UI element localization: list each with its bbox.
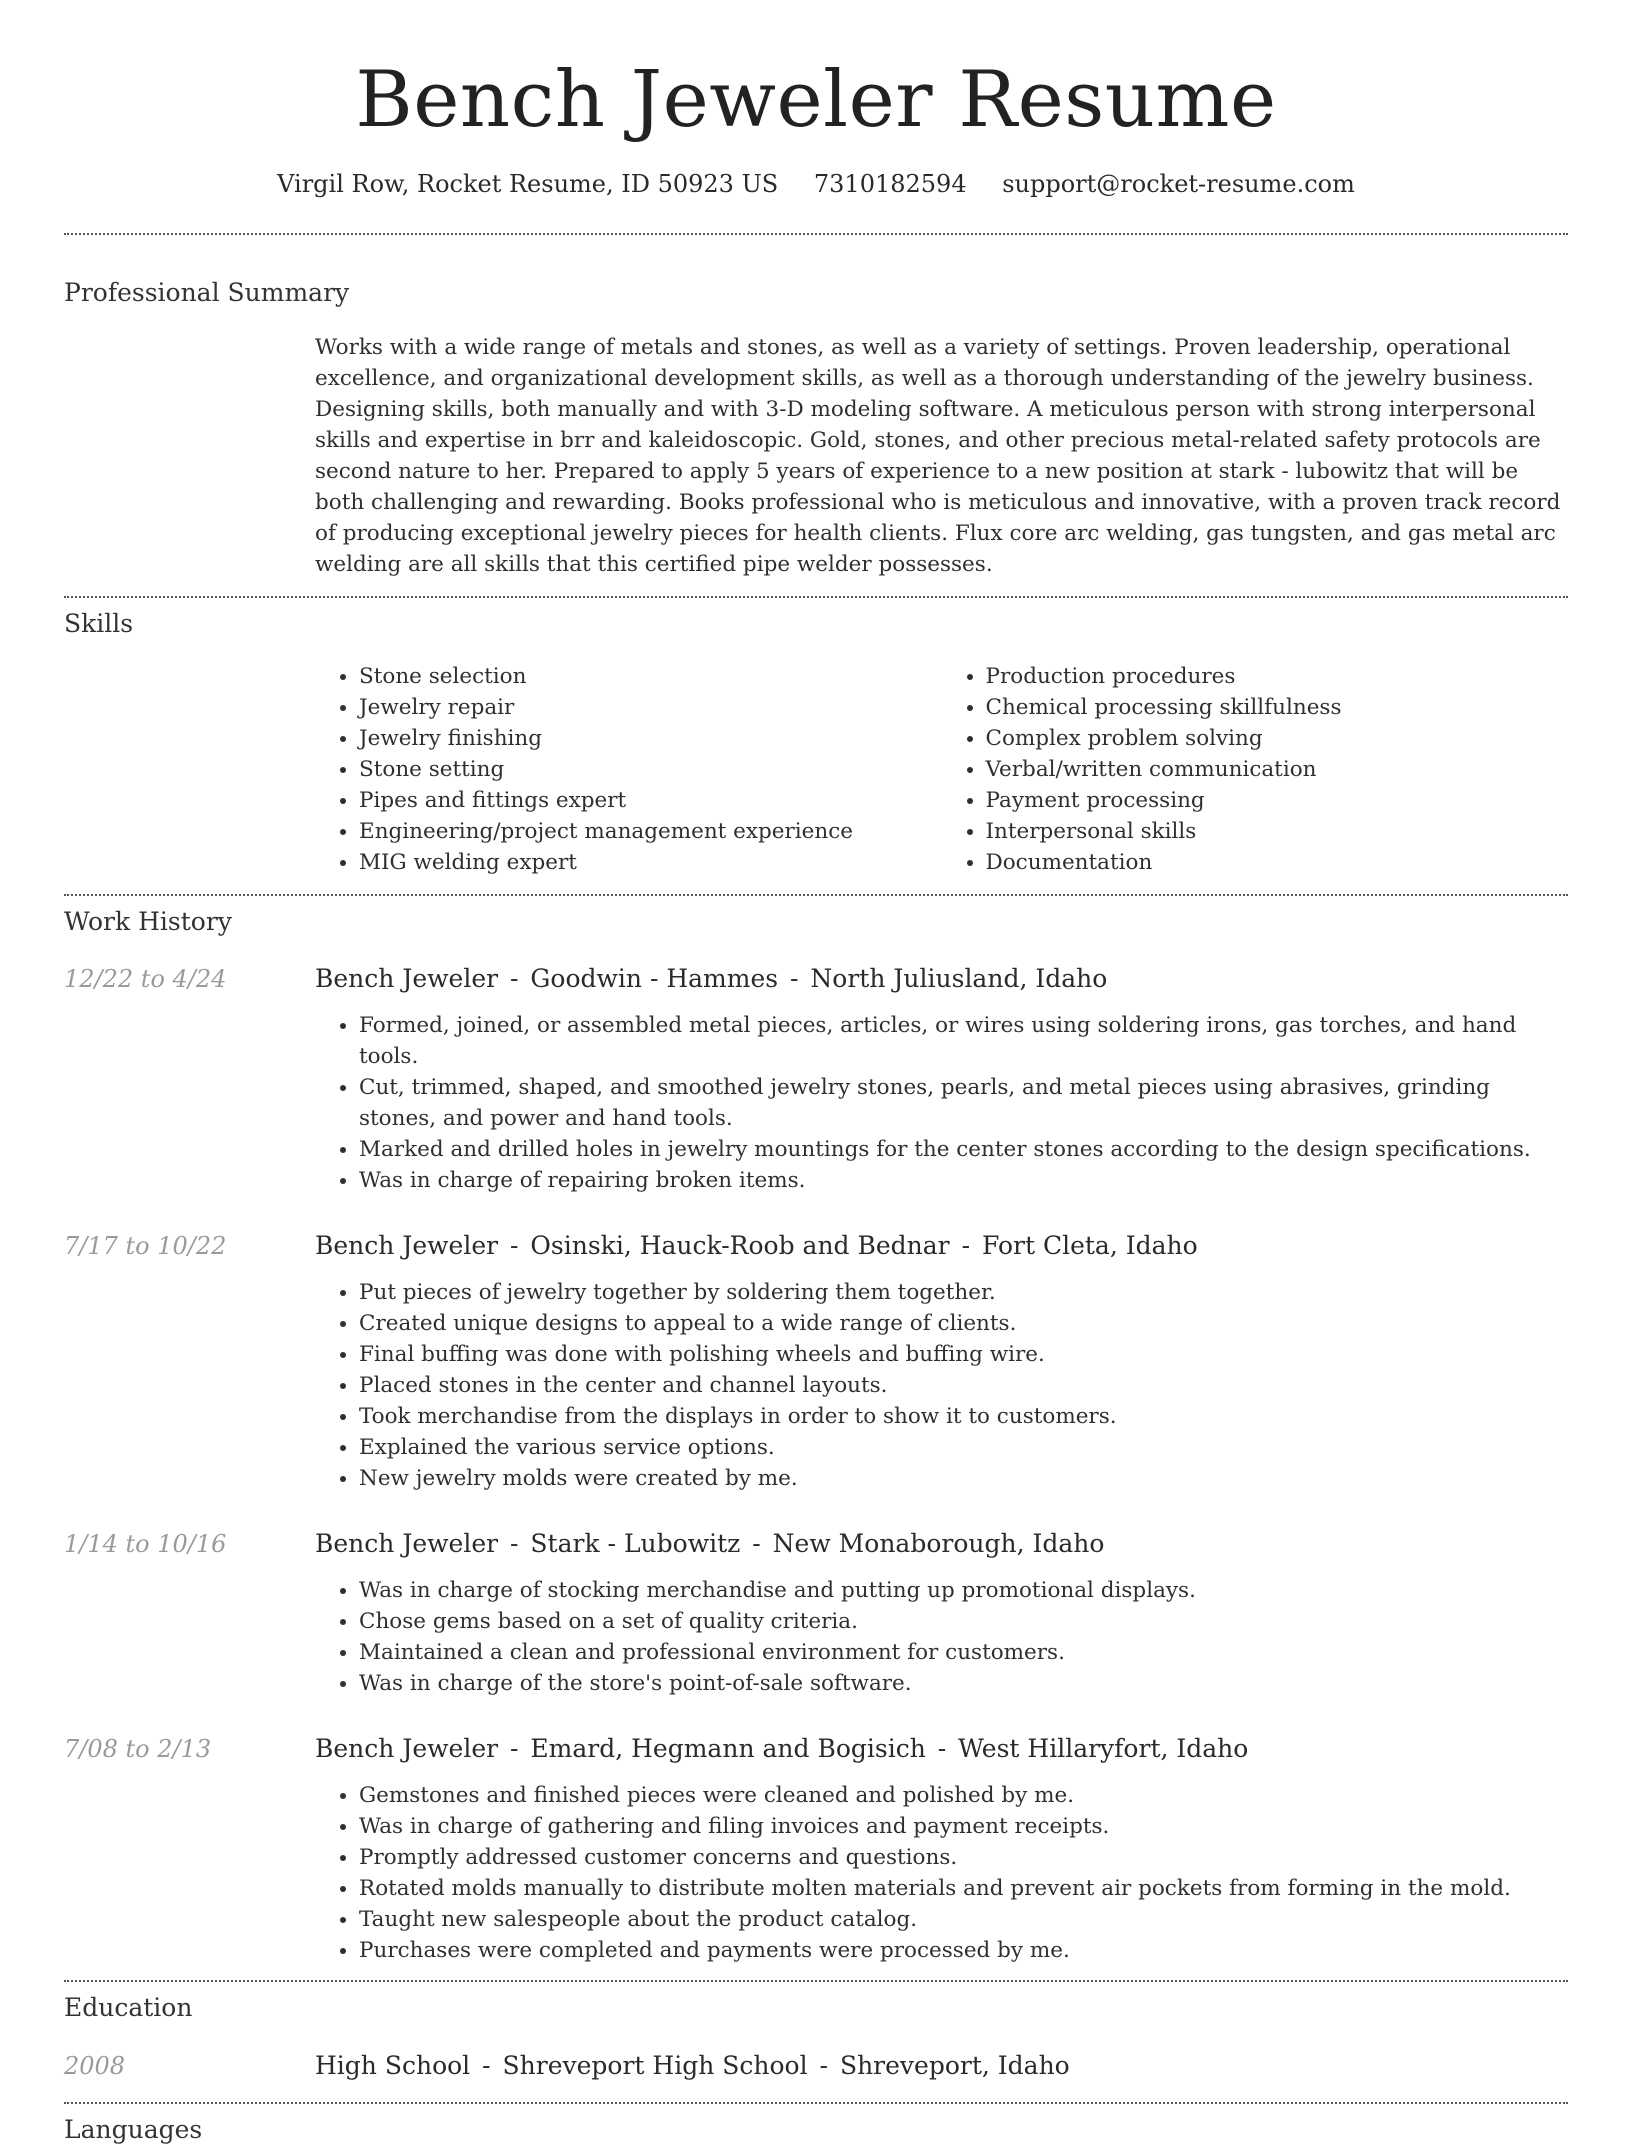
skill-item: • Verbal/written communication xyxy=(986,754,1569,785)
divider xyxy=(64,1980,1568,1982)
job-bullet: • Taught new salespeople about the product catalog. xyxy=(359,1904,1568,1935)
skill-item: • Jewelry repair xyxy=(359,692,942,723)
job-bullet: • Put pieces of jewelry together by soldering them together. xyxy=(359,1277,1568,1308)
job-company: Stark - Lubowitz xyxy=(530,1529,741,1558)
job-bullets xyxy=(315,1010,1568,1196)
job-title: Bench Jeweler xyxy=(315,1231,499,1260)
job-entry xyxy=(64,1228,1568,1494)
job-bullets xyxy=(315,1575,1568,1699)
job-title: Bench Jeweler xyxy=(315,1529,499,1558)
skill-item: • Documentation xyxy=(986,847,1569,878)
job-entry xyxy=(64,1731,1568,1966)
job-bullet: • Was in charge of repairing broken items. xyxy=(359,1165,1568,1196)
job-dates: 7/08 to 2/13 xyxy=(64,1735,212,1763)
job-entry xyxy=(64,961,1568,1196)
contact-email: support@rocket-resume.com xyxy=(1002,170,1355,198)
job-company: Goodwin - Hammes xyxy=(530,964,779,993)
work-section xyxy=(64,904,1568,1966)
job-heading: Bench Jeweler - Osinski, Hauck-Roob and Bednar - Fort Cleta, Idaho xyxy=(315,1231,1198,1260)
job-bullet: • Cut, trimmed, shaped, and smoothed jewelry stones, pearls, and metal pieces using abrasives, grinding stones, and power and hand tools. xyxy=(359,1072,1568,1134)
languages-section xyxy=(64,2112,1568,2148)
summary-text: Works with a wide range of metals and stones, as well as a variety of settings. Proven leadership, operational excellence, and organizational development skills, as well as a thorough understanding of the jewelry business. Designing skills, both manually and with 3-D modeling software. A meticulous person with strong interpersonal skills and expertise in brr and kaleidoscopic. Gold, stones, and other precious metal-related safety protocols are second nature to her. Prepared to apply 5 years of experience to a new position at stark - lubowitz that will be both challenging and rewarding. Books professional who is meticulous and innovative, with a proven track record of producing exceptional jewelry pieces for health clients. Flux core arc welding, gas tungsten, and gas metal arc welding are all skills that this certified pipe welder possesses. xyxy=(315,335,1561,577)
section-title-work: Work History xyxy=(64,907,232,936)
skill-item: • Stone setting xyxy=(359,754,942,785)
job-bullet: • Created unique designs to appeal to a wide range of clients. xyxy=(359,1308,1568,1339)
job-location: West Hillaryfort, Idaho xyxy=(958,1734,1249,1763)
education-degree: High School xyxy=(315,2051,471,2080)
job-entry xyxy=(64,1526,1568,1699)
contact-address: Virgil Row, Rocket Resume, ID 50923 US xyxy=(277,170,779,198)
skill-item: • Complex problem solving xyxy=(986,723,1569,754)
education-school: Shreveport High School xyxy=(502,2051,808,2080)
skill-item: • Production procedures xyxy=(986,661,1569,692)
divider xyxy=(64,596,1568,598)
skill-item: • MIG welding expert xyxy=(359,847,942,878)
contact-phone: 7310182594 xyxy=(813,170,967,198)
job-bullet: • Chose gems based on a set of quality criteria. xyxy=(359,1606,1568,1637)
skills-list-right xyxy=(942,661,1569,878)
job-bullet: • Placed stones in the center and channel layouts. xyxy=(359,1370,1568,1401)
resume-page xyxy=(64,0,1568,2148)
resume-title: Bench Jeweler Resume xyxy=(355,55,1277,145)
skill-item: • Chemical processing skillfulness xyxy=(986,692,1569,723)
section-title-summary: Professional Summary xyxy=(64,278,350,307)
job-bullet: • Marked and drilled holes in jewelry mountings for the center stones according to the design specifications. xyxy=(359,1134,1568,1165)
job-company: Emard, Hegmann and Bogisich xyxy=(530,1734,926,1763)
job-bullet: • Gemstones and finished pieces were cleaned and polished by me. xyxy=(359,1780,1568,1811)
education-section xyxy=(64,1990,1568,2084)
contact-line xyxy=(64,168,1568,200)
job-dates: 1/14 to 10/16 xyxy=(64,1530,227,1558)
job-bullet: • Formed, joined, or assembled metal pieces, articles, or wires using soldering irons, gas torches, and hand tools. xyxy=(359,1010,1568,1072)
job-title: Bench Jeweler xyxy=(315,964,499,993)
skill-item: • Pipes and fittings expert xyxy=(359,785,942,816)
job-bullet: • Was in charge of the store's point-of-sale software. xyxy=(359,1668,1568,1699)
skill-item: • Payment processing xyxy=(986,785,1569,816)
job-bullets xyxy=(315,1780,1568,1966)
skill-item: • Interpersonal skills xyxy=(986,816,1569,847)
job-bullet: • Was in charge of gathering and filing invoices and payment receipts. xyxy=(359,1811,1568,1842)
job-heading: Bench Jeweler - Emard, Hegmann and Bogisich - West Hillaryfort, Idaho xyxy=(315,1734,1249,1763)
job-bullet: • Promptly addressed customer concerns and questions. xyxy=(359,1842,1568,1873)
skills-section xyxy=(64,606,1568,878)
job-bullet: • New jewelry molds were created by me. xyxy=(359,1463,1568,1494)
job-location: Fort Cleta, Idaho xyxy=(981,1231,1198,1260)
job-location: New Monaborough, Idaho xyxy=(772,1529,1105,1558)
job-bullet: • Was in charge of stocking merchandise and putting up promotional displays. xyxy=(359,1575,1568,1606)
section-title-education: Education xyxy=(64,1993,193,2022)
summary-section xyxy=(64,275,1568,580)
education-entry xyxy=(64,2048,1568,2084)
job-bullet: • Rotated molds manually to distribute molten materials and prevent air pockets from forming in the mold. xyxy=(359,1873,1568,1904)
education-heading: High School - Shreveport High School - Shreveport, Idaho xyxy=(315,2051,1070,2080)
job-bullet: • Final buffing was done with polishing wheels and buffing wire. xyxy=(359,1339,1568,1370)
job-dates: 12/22 to 4/24 xyxy=(64,965,227,993)
divider xyxy=(64,233,1568,235)
divider xyxy=(64,894,1568,896)
section-title-languages: Languages xyxy=(64,2115,203,2144)
job-heading: Bench Jeweler - Stark - Lubowitz - New Monaborough, Idaho xyxy=(315,1529,1105,1558)
job-heading: Bench Jeweler - Goodwin - Hammes - North Juliusland, Idaho xyxy=(315,964,1108,993)
job-bullet: • Explained the various service options. xyxy=(359,1432,1568,1463)
job-dates: 7/17 to 10/22 xyxy=(64,1232,227,1260)
skills-list-left xyxy=(315,661,942,878)
job-title: Bench Jeweler xyxy=(315,1734,499,1763)
job-bullet: • Purchases were completed and payments were processed by me. xyxy=(359,1935,1568,1966)
job-bullet: • Maintained a clean and professional environment for customers. xyxy=(359,1637,1568,1668)
skill-item: • Stone selection xyxy=(359,661,942,692)
job-location: North Juliusland, Idaho xyxy=(810,964,1108,993)
skill-item: • Jewelry finishing xyxy=(359,723,942,754)
job-bullet: • Took merchandise from the displays in order to show it to customers. xyxy=(359,1401,1568,1432)
skill-item: • Engineering/project management experience xyxy=(359,816,942,847)
divider xyxy=(64,2102,1568,2104)
section-title-skills: Skills xyxy=(64,609,134,638)
education-location: Shreveport, Idaho xyxy=(839,2051,1070,2080)
education-dates: 2008 xyxy=(64,2052,126,2080)
job-company: Osinski, Hauck-Roob and Bednar xyxy=(530,1231,950,1260)
job-bullets xyxy=(315,1277,1568,1494)
